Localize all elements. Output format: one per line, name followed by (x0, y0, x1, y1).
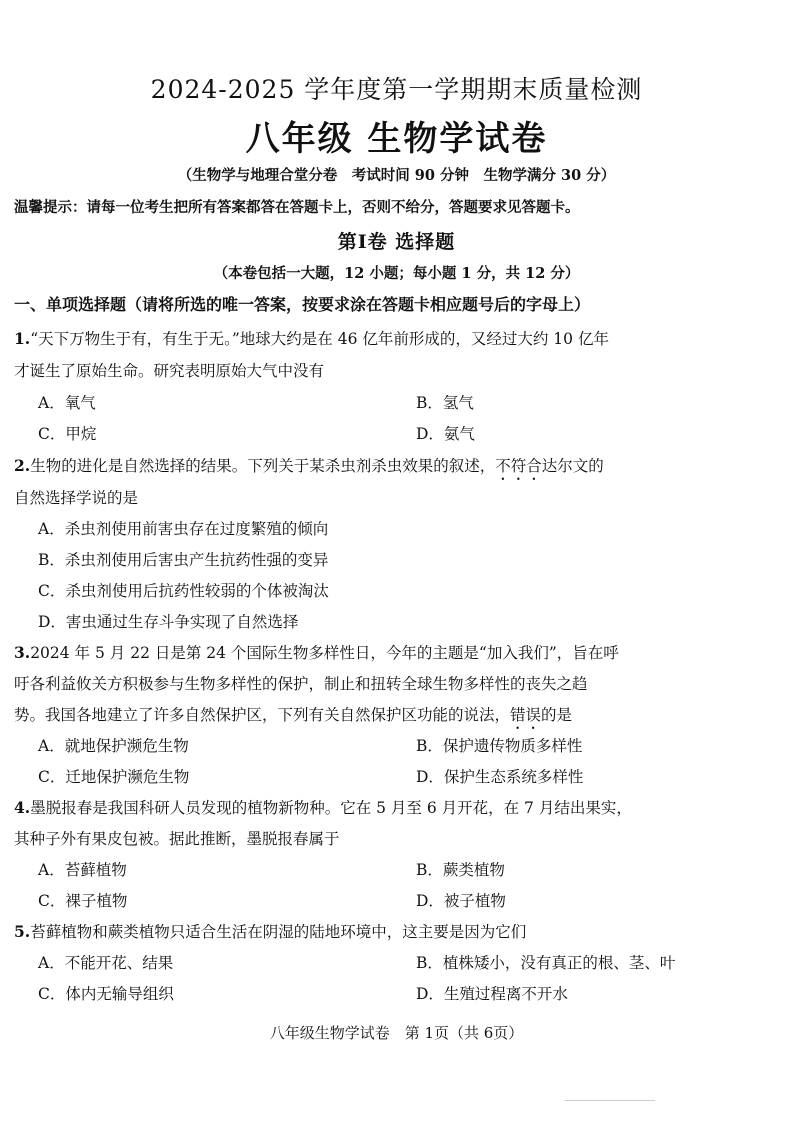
question-text: 苔藓植物和蕨类植物只适合生活在阴湿的陆地环境中，这主要是因为它们 (30, 923, 527, 941)
question-3-stem-cont: 吁各利益攸关方积极参与生物多样性的保护，制止和扭转全球生物多样性的丧失之趋 (14, 675, 588, 693)
page-footer: 八年级生物学试卷 第 1页（共 6页） (269, 1024, 524, 1042)
question-number: 5. (14, 922, 31, 941)
question-1-option-c: C．甲烷 (38, 425, 97, 443)
question-number: 2. (14, 456, 31, 475)
question-5-option-d: D．生殖过程离不开水 (416, 985, 568, 1003)
question-1-stem (14, 327, 609, 349)
question-1-option-a: A．氧气 (38, 394, 96, 412)
question-2-option-d: D．害虫通过生存斗争实现了自然选择 (38, 613, 299, 631)
part-title: 一、单项选择题（请将所选的唯一答案，按要求涂在答题卡相应题号后的字母上） (14, 295, 591, 314)
emphasis-text: 错误 (510, 706, 542, 724)
question-5-option-a: A．不能开花、结果 (38, 954, 174, 972)
question-text: 生物的进化是自然选择的结果。下列关于某杀虫剂杀虫效果的叙述， (30, 457, 496, 475)
question-text: 2024 年 5 月 22 日是第 24 个国际生物多样性日，今年的主题是“加入我们”，旨在呼 (30, 644, 619, 662)
question-4-option-a: A．苔藓植物 (38, 861, 127, 879)
question-number: 4. (14, 798, 31, 817)
question-number: 1. (14, 329, 31, 348)
scan-mark (565, 1100, 655, 1101)
question-3-stem-cont-2 (14, 703, 572, 733)
emphasis-text: 不符合 (495, 457, 542, 475)
question-4-option-b: B．蕨类植物 (416, 861, 505, 879)
question-2-option-c: C．杀虫剂使用后抗药性较弱的个体被淘汰 (38, 582, 329, 600)
question-5-option-b: B．植株矮小，没有真正的根、茎、叶 (416, 954, 676, 972)
question-2-stem (14, 454, 604, 484)
question-text: 墨脱报春是我国科研人员发现的植物新物种。它在 5 月至 6 月开花，在 7 月结出果实， (30, 799, 632, 817)
question-number: 3. (14, 643, 31, 662)
question-3-option-b: B．保护遗传物质多样性 (416, 737, 583, 755)
question-text: “天下万物生于有，有生于无。”地球大约是在 46 亿年前形成的，又经过大约 10 亿年 (30, 330, 609, 348)
question-3-stem (14, 641, 619, 663)
question-4-option-c: C．裸子植物 (38, 892, 128, 910)
question-1-stem-cont: 才诞生了原始生命。研究表明原始大气中没有 (14, 362, 325, 380)
question-4-stem-cont: 其种子外有果皮包被。据此推断，墨脱报春属于 (14, 830, 340, 848)
paper-title: 八年级 生物学试卷 (245, 119, 548, 159)
notice: 温馨提示：请每一位考生把所有答案都答在答题卡上，否则不给分，答题要求见答题卡。 (14, 199, 580, 216)
question-5-stem (14, 920, 526, 942)
question-1-option-b: B．氢气 (416, 394, 474, 412)
question-2-option-b: B．杀虫剂使用后害虫产生抗药性强的变异 (38, 551, 329, 569)
question-3-option-c: C．迁地保护濒危生物 (38, 768, 190, 786)
question-3-option-d: D．保护生态系统多样性 (416, 768, 584, 786)
question-2-option-a: A．杀虫剂使用前害虫存在过度繁殖的倾向 (38, 520, 329, 538)
question-text: 势。我国各地建立了许多自然保护区，下列有关自然保护区功能的说法， (14, 706, 511, 724)
question-1-option-d: D．氨气 (416, 425, 475, 443)
question-4-stem (14, 796, 632, 818)
exam-info: （生物学与地理合堂分卷 考试时间 90 分钟 生物学满分 30 分） (177, 167, 616, 184)
question-2-stem-cont: 自然选择学说的是 (14, 489, 139, 507)
term-title: 2024-2025 学年度第一学期期末质量检测 (150, 75, 643, 104)
question-5-option-c: C．体内无输导组织 (38, 985, 174, 1003)
question-text: 达尔文的 (541, 457, 604, 475)
question-3-option-a: A．就地保护濒危生物 (38, 737, 189, 755)
question-text: 的是 (541, 706, 573, 724)
section-title: 第Ⅰ卷 选择题 (337, 231, 456, 253)
section-info: （本卷包括一大题，12 小题；每小题 1 分，共 12 分） (213, 265, 580, 282)
question-4-option-d: D．被子植物 (416, 892, 506, 910)
